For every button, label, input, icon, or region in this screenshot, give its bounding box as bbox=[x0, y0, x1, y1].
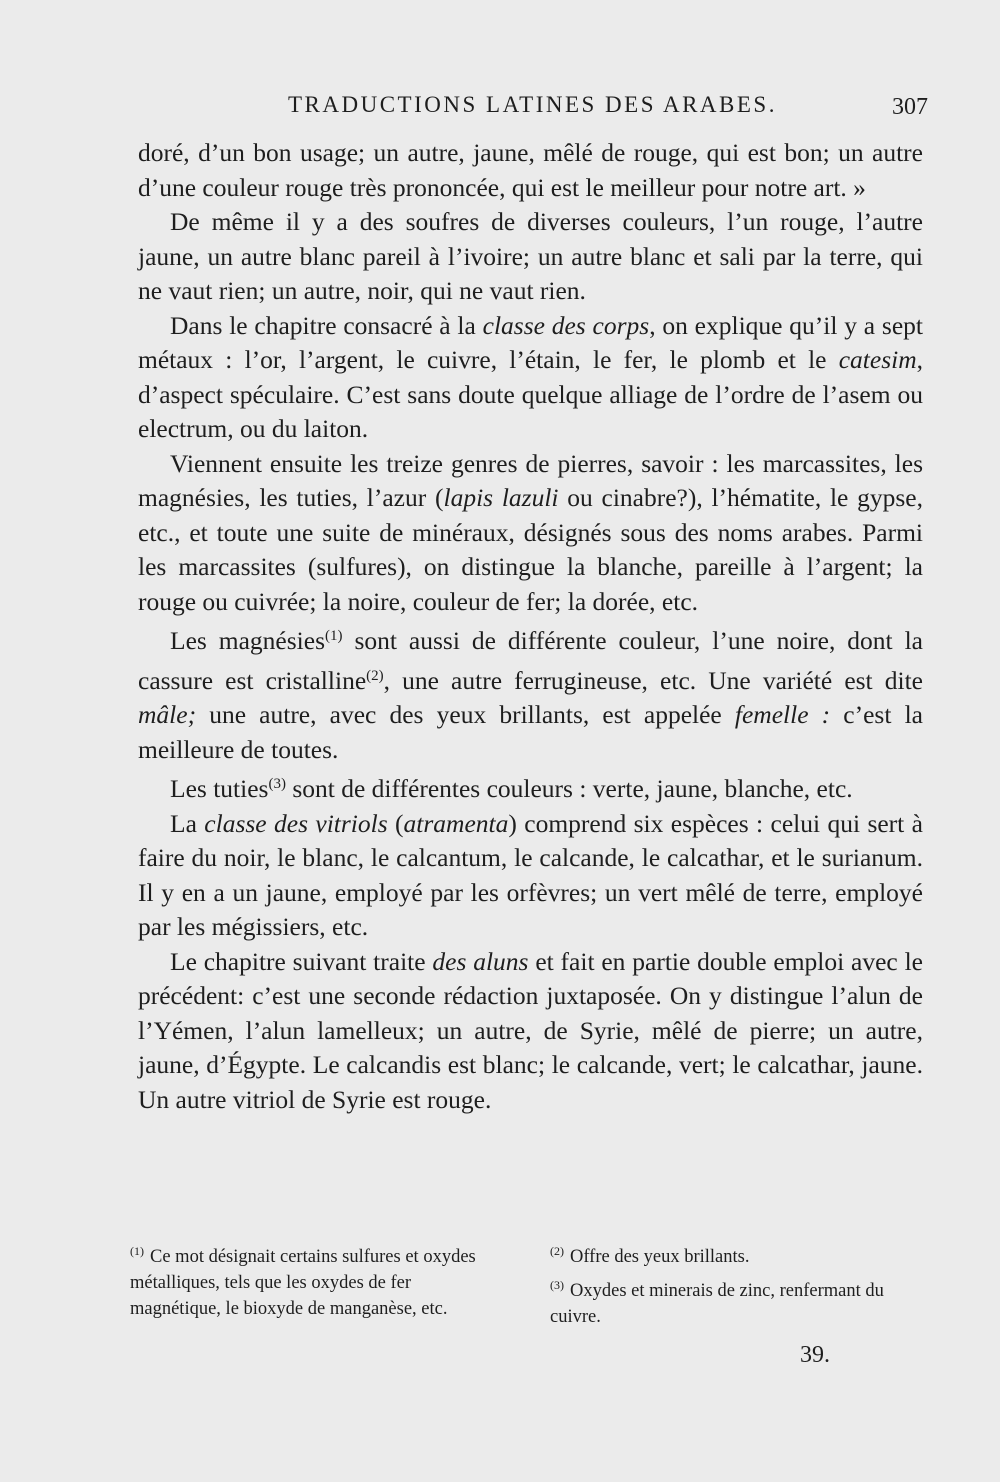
italic-text: mâle; bbox=[138, 700, 197, 729]
italic-text: femelle : bbox=[734, 700, 831, 729]
footnotes-left-column bbox=[130, 1238, 505, 1332]
footnote-reference: (1) bbox=[325, 628, 343, 644]
paragraph-text: Dans le chapitre consacré à la bbox=[170, 310, 483, 340]
running-title: TRADUCTIONS LATINES DES ARABES. bbox=[288, 92, 777, 117]
paragraph bbox=[138, 136, 923, 205]
body-text bbox=[138, 136, 923, 1117]
footnotes-right-column bbox=[550, 1238, 930, 1332]
italic-text: lapis lazuli bbox=[443, 483, 559, 512]
paragraph bbox=[138, 807, 923, 945]
paragraph-text: , on explique qu’il y a sept métaux : l’or, l’argent, le cuivre, l’étain, le fer, le plomb et le bbox=[138, 310, 923, 374]
footnote-marker: (3) bbox=[550, 1278, 564, 1292]
footnote-marker: (1) bbox=[130, 1244, 144, 1258]
paragraph-text: ( bbox=[387, 808, 404, 838]
footnote bbox=[550, 1272, 930, 1330]
italic-text: catesim bbox=[838, 345, 917, 374]
page-header bbox=[138, 92, 928, 132]
italic-text: des aluns bbox=[432, 946, 529, 976]
footnote-reference: (2) bbox=[366, 667, 384, 684]
paragraph-text: , une autre ferrugineuse, etc. Une variété est dite bbox=[383, 665, 923, 695]
paragraph bbox=[138, 767, 923, 807]
paragraph-text: Le chapitre suivant traite bbox=[170, 946, 433, 976]
paragraph-text: c’est la meilleure de toutes. bbox=[138, 700, 923, 764]
paragraph bbox=[138, 447, 923, 620]
italic-text: atramenta bbox=[403, 808, 509, 838]
footnote-marker: (2) bbox=[550, 1244, 564, 1258]
footnote bbox=[550, 1238, 930, 1270]
paragraph-text: sont aussi de différente couleur, l’une noire, dont la cassure est cristalline bbox=[138, 626, 923, 695]
footnote-text: Offre des yeux brillants. bbox=[570, 1247, 750, 1267]
paragraph-text: Viennent ensuite les treize genres de pierres, savoir : les marcassites, les magnésies, les tuties, l’azur ( bbox=[138, 448, 923, 512]
italic-text: classe des vitriols bbox=[204, 808, 388, 838]
paragraph bbox=[138, 619, 923, 767]
paragraph-text: De même il y a des soufres de diverses couleurs, l’un rouge, l’autre jaune, un autre blanc pareil à l’ivoire; un autre blanc et sali par la terre, qui ne vaut rien; un autre, noir, qui ne vaut rien. bbox=[138, 207, 923, 305]
paragraph-text: sont de différentes couleurs : verte, jaune, blanche, etc. bbox=[285, 774, 853, 803]
footnotes bbox=[130, 1238, 930, 1332]
footnote-reference: (3) bbox=[268, 776, 286, 792]
footnote-text: Ce mot désignait certains sulfures et oxydes métalliques, tels que les oxydes de fer magnétique, le bioxyde de manganèse, etc. bbox=[130, 1247, 476, 1319]
signature-mark: 39. bbox=[800, 1342, 830, 1368]
page-number: 307 bbox=[892, 94, 928, 120]
paragraph-text: une autre, avec des yeux brillants, est appelée bbox=[196, 700, 735, 729]
paragraph bbox=[138, 945, 923, 1118]
footnote bbox=[130, 1238, 505, 1322]
paragraph-text: Les magnésies bbox=[170, 626, 325, 655]
italic-text: classe des corps bbox=[482, 310, 650, 340]
footnote-text: Oxydes et minerais de zinc, renfermant du cuivre. bbox=[550, 1281, 884, 1327]
paragraph-text: ) comprend six espèces : celui qui sert à faire du noir, le blanc, le calcantum, le calcande, le calcathar, et le surianum. Il y en a un jaune, employé par les orfèvres; un vert mêlé de terre, employé par les mégissiers, etc. bbox=[138, 808, 923, 941]
paragraph-text: La bbox=[170, 808, 205, 838]
paragraph bbox=[138, 205, 923, 309]
paragraph-text: ou cinabre?), l’hématite, le gypse, etc., et toute une suite de minéraux, désignés sous des noms arabes. Parmi les marcassites (sulfures), on distingue la blanche, pareille à l’argent; la rouge ou cuivrée; la noire, couleur de fer; la dorée, etc. bbox=[138, 483, 923, 616]
paragraph-text: et fait en partie double emploi avec le précédent: c’est une seconde rédaction juxtaposée. On y distingue l’alun de l’Yémen, l’alun lamelleux; un autre, de Syrie, mêlé de pierre; un autre, jaune, d’Égypte. Le calcandis est blanc; le calcande, vert; le calcathar, jaune. Un autre vitriol de Syrie est rouge. bbox=[138, 946, 923, 1114]
paragraph-text: Les tuties bbox=[170, 774, 269, 803]
paragraph-text: , d’aspect spéculaire. C’est sans doute quelque alliage de l’ordre de l’asem ou electrum, ou du laiton. bbox=[138, 345, 923, 443]
paragraph bbox=[138, 309, 923, 447]
paragraph-text: doré, d’un bon usage; un autre, jaune, mêlé de rouge, qui est bon; un autre d’une couleur rouge très prononcée, qui est le meilleur pour notre art. » bbox=[138, 138, 923, 202]
